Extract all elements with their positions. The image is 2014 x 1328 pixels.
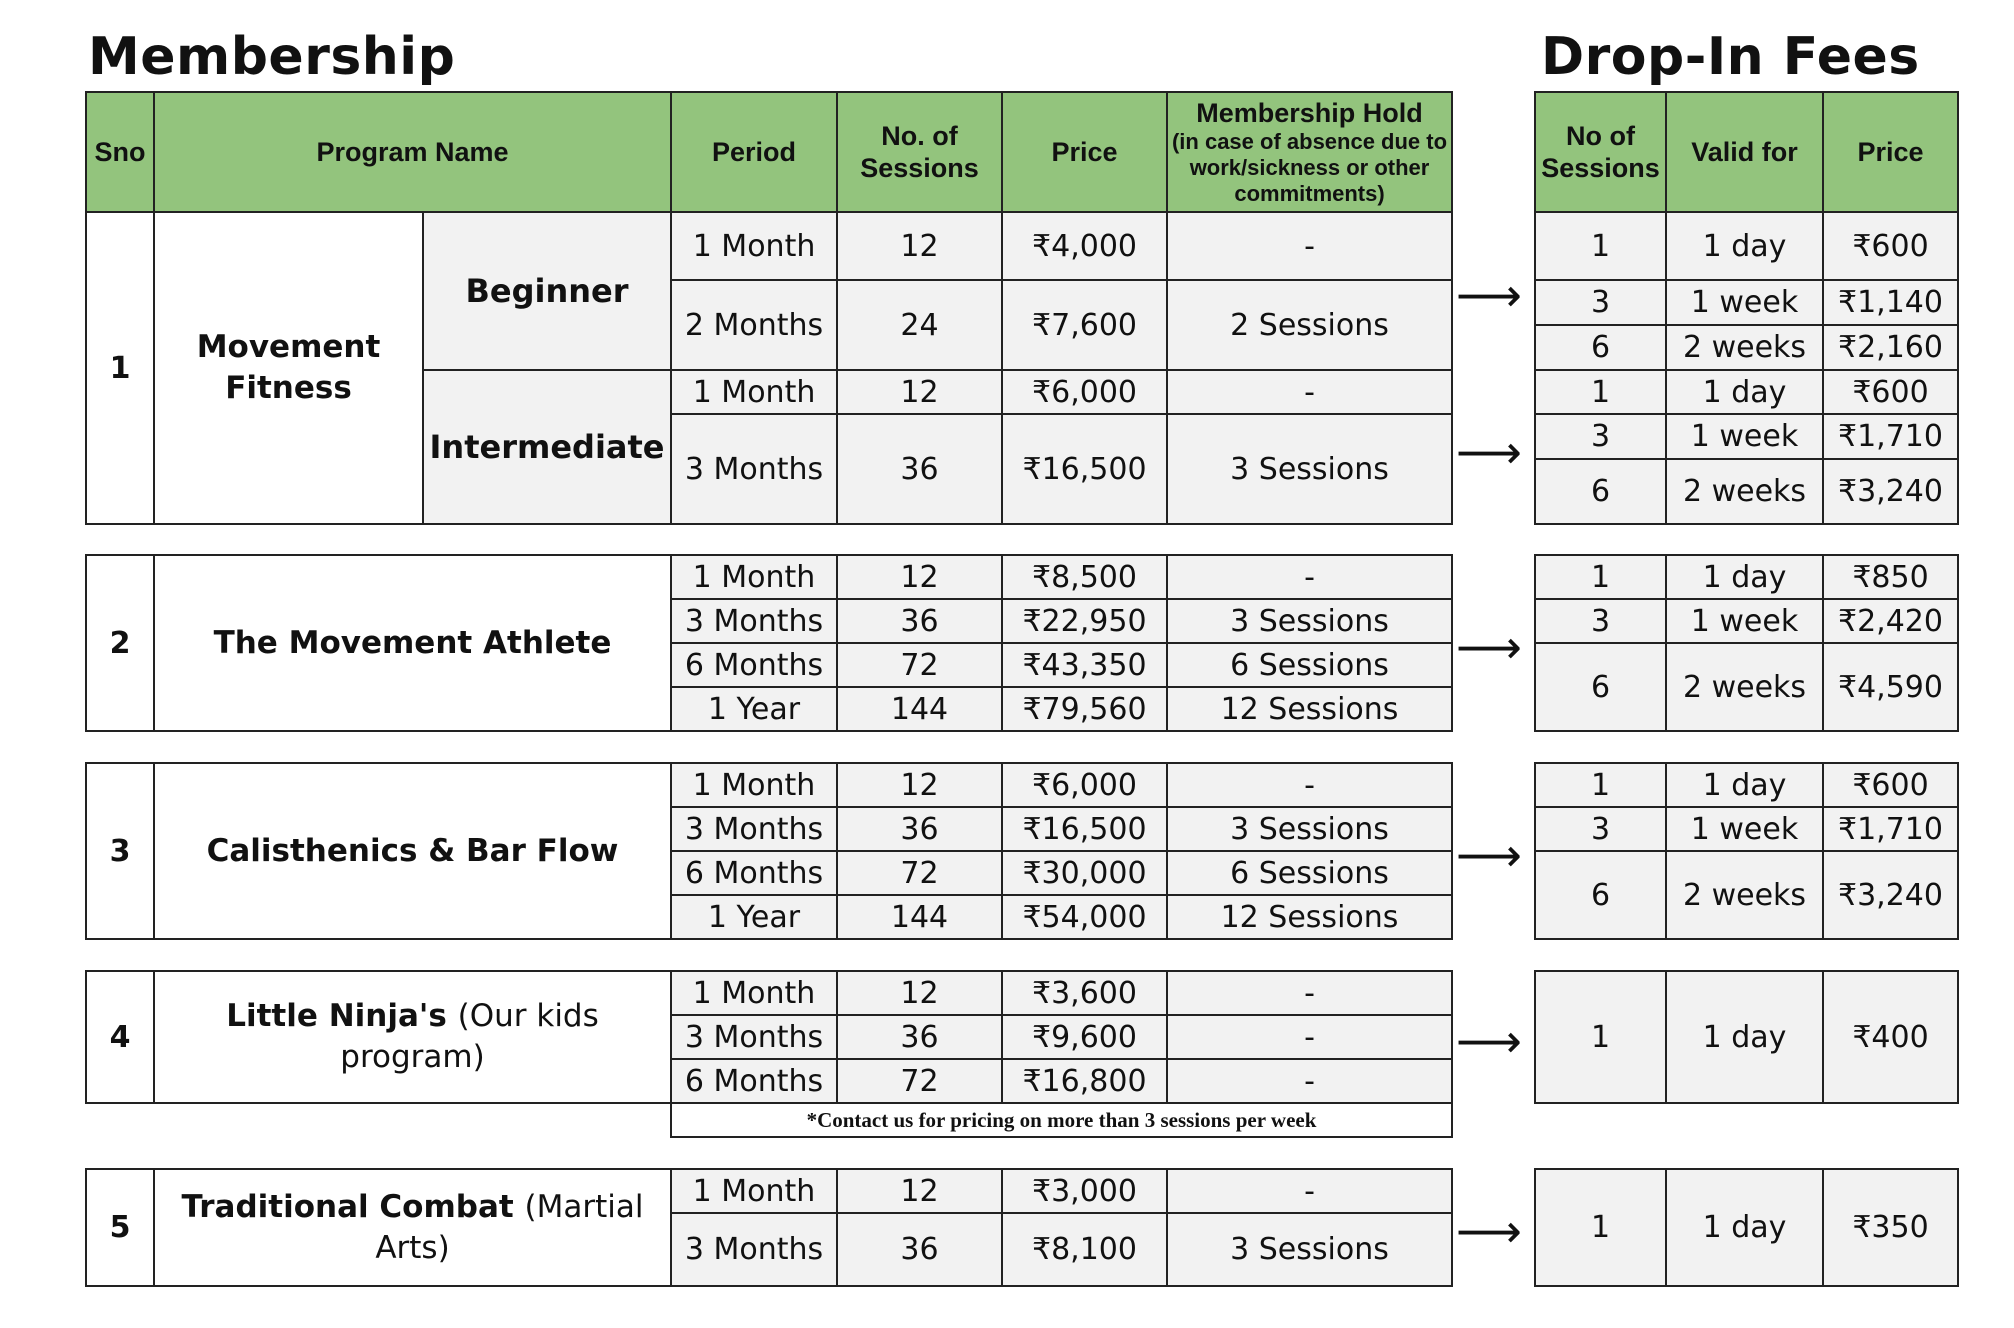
hold-cell: - bbox=[1167, 555, 1452, 599]
dropin-price: ₹400 bbox=[1823, 971, 1958, 1103]
sessions-cell: 12 bbox=[837, 212, 1002, 280]
dropin-valid: 1 day bbox=[1666, 555, 1823, 599]
dropin-sessions: 1 bbox=[1535, 971, 1666, 1103]
right-arrow-icon: ⟶ bbox=[1456, 828, 1522, 882]
sessions-cell: 36 bbox=[837, 599, 1002, 643]
period-cell: 3 Months bbox=[671, 414, 837, 524]
dropin-row bbox=[1535, 370, 1958, 414]
dropin-sessions: 3 bbox=[1535, 280, 1666, 325]
dropin-sessions: 6 bbox=[1535, 851, 1666, 939]
price-cell: ₹16,800 bbox=[1002, 1059, 1167, 1103]
dropin-title: Drop-In Fees bbox=[1541, 27, 1920, 87]
right-arrow-icon: ⟶ bbox=[1456, 425, 1522, 479]
hold-cell: - bbox=[1167, 971, 1452, 1015]
header-sno: Sno bbox=[86, 92, 154, 212]
program-sno: 2 bbox=[86, 555, 154, 731]
dropin-valid: 2 weeks bbox=[1666, 643, 1823, 731]
dropin-valid: 1 week bbox=[1666, 807, 1823, 851]
dropin-price: ₹2,160 bbox=[1823, 325, 1958, 370]
hold-cell: 6 Sessions bbox=[1167, 851, 1452, 895]
price-cell: ₹16,500 bbox=[1002, 414, 1167, 524]
header-hold-note: (in case of absence due to work/sickness or other commitments) bbox=[1171, 129, 1448, 206]
period-cell: 1 Year bbox=[671, 895, 837, 939]
sessions-cell: 144 bbox=[837, 687, 1002, 731]
hold-cell: - bbox=[1167, 1015, 1452, 1059]
period-cell: 6 Months bbox=[671, 643, 837, 687]
membership-table-4 bbox=[85, 970, 1453, 1138]
price-cell: ₹22,950 bbox=[1002, 599, 1167, 643]
membership-table-1 bbox=[85, 91, 1453, 525]
period-cell: 1 Month bbox=[671, 370, 837, 414]
price-cell: ₹7,600 bbox=[1002, 280, 1167, 370]
program-name-bold: Little Ninja's bbox=[226, 998, 447, 1034]
right-arrow-icon: ⟶ bbox=[1456, 268, 1522, 322]
dropin-price: ₹1,710 bbox=[1823, 807, 1958, 851]
period-cell: 3 Months bbox=[671, 1213, 837, 1286]
sessions-cell: 72 bbox=[837, 851, 1002, 895]
dropin-price: ₹350 bbox=[1823, 1169, 1958, 1286]
dropin-header-price: Price bbox=[1823, 92, 1958, 212]
program-name: The Movement Athlete bbox=[154, 555, 671, 731]
program-sno: 4 bbox=[86, 971, 154, 1103]
sessions-cell: 12 bbox=[837, 555, 1002, 599]
period-cell: 3 Months bbox=[671, 1015, 837, 1059]
sessions-cell: 12 bbox=[837, 370, 1002, 414]
dropin-row bbox=[1535, 643, 1958, 731]
hold-cell: 3 Sessions bbox=[1167, 599, 1452, 643]
dropin-row bbox=[1535, 414, 1958, 459]
membership-table-3 bbox=[85, 762, 1453, 940]
dropin-valid: 1 week bbox=[1666, 280, 1823, 325]
sessions-cell: 144 bbox=[837, 895, 1002, 939]
program-name bbox=[154, 971, 671, 1103]
program-sno: 3 bbox=[86, 763, 154, 939]
price-cell: ₹6,000 bbox=[1002, 763, 1167, 807]
program-sno: 5 bbox=[86, 1169, 154, 1286]
dropin-price: ₹3,240 bbox=[1823, 459, 1958, 524]
right-arrow-icon: ⟶ bbox=[1456, 1204, 1522, 1258]
dropin-row bbox=[1535, 763, 1958, 807]
level-name: Beginner bbox=[423, 212, 671, 370]
price-cell: ₹79,560 bbox=[1002, 687, 1167, 731]
dropin-sessions: 1 bbox=[1535, 763, 1666, 807]
header-price: Price bbox=[1002, 92, 1167, 212]
table-row bbox=[86, 971, 1452, 1015]
note-row bbox=[86, 1103, 1452, 1137]
sessions-cell: 12 bbox=[837, 1169, 1002, 1213]
dropin-valid: 2 weeks bbox=[1666, 851, 1823, 939]
membership-table-2 bbox=[85, 554, 1453, 732]
sessions-cell: 12 bbox=[837, 971, 1002, 1015]
note-spacer bbox=[86, 1103, 671, 1137]
price-cell: ₹54,000 bbox=[1002, 895, 1167, 939]
membership-table-5 bbox=[85, 1168, 1453, 1287]
period-cell: 1 Month bbox=[671, 1169, 837, 1213]
dropin-valid: 1 week bbox=[1666, 599, 1823, 643]
hold-cell: - bbox=[1167, 212, 1452, 280]
dropin-header-sessions: No of Sessions bbox=[1535, 92, 1666, 212]
program-name: Movement Fitness bbox=[154, 212, 423, 524]
period-cell: 1 Year bbox=[671, 687, 837, 731]
dropin-sessions: 3 bbox=[1535, 599, 1666, 643]
sessions-cell: 36 bbox=[837, 414, 1002, 524]
period-cell: 1 Month bbox=[671, 212, 837, 280]
dropin-row bbox=[1535, 971, 1958, 1103]
program-sno: 1 bbox=[86, 212, 154, 524]
dropin-table-3 bbox=[1534, 762, 1959, 940]
table-row bbox=[86, 763, 1452, 807]
period-cell: 1 Month bbox=[671, 971, 837, 1015]
dropin-row bbox=[1535, 212, 1958, 280]
price-cell: ₹9,600 bbox=[1002, 1015, 1167, 1059]
header-period: Period bbox=[671, 92, 837, 212]
hold-cell: - bbox=[1167, 1059, 1452, 1103]
dropin-price: ₹600 bbox=[1823, 370, 1958, 414]
hold-cell: 3 Sessions bbox=[1167, 1213, 1452, 1286]
hold-cell: 12 Sessions bbox=[1167, 895, 1452, 939]
dropin-sessions: 1 bbox=[1535, 555, 1666, 599]
membership-title: Membership bbox=[88, 27, 456, 87]
pricing-note: *Contact us for pricing on more than 3 sessions per week bbox=[671, 1103, 1452, 1137]
header-sessions: No. of Sessions bbox=[837, 92, 1002, 212]
dropin-price: ₹4,590 bbox=[1823, 643, 1958, 731]
price-cell: ₹8,100 bbox=[1002, 1213, 1167, 1286]
dropin-price: ₹3,240 bbox=[1823, 851, 1958, 939]
period-cell: 6 Months bbox=[671, 851, 837, 895]
dropin-table-2 bbox=[1534, 554, 1959, 732]
price-cell: ₹6,000 bbox=[1002, 370, 1167, 414]
dropin-sessions: 1 bbox=[1535, 1169, 1666, 1286]
dropin-valid: 2 weeks bbox=[1666, 459, 1823, 524]
dropin-valid: 2 weeks bbox=[1666, 325, 1823, 370]
program-name-note: (Our kids program) bbox=[340, 998, 599, 1075]
period-cell: 1 Month bbox=[671, 555, 837, 599]
hold-cell: - bbox=[1167, 370, 1452, 414]
period-cell: 2 Months bbox=[671, 280, 837, 370]
period-cell: 3 Months bbox=[671, 599, 837, 643]
dropin-price: ₹600 bbox=[1823, 212, 1958, 280]
dropin-row bbox=[1535, 555, 1958, 599]
price-cell: ₹3,000 bbox=[1002, 1169, 1167, 1213]
program-name-bold: Traditional Combat bbox=[181, 1188, 514, 1225]
sessions-cell: 72 bbox=[837, 1059, 1002, 1103]
dropin-valid: 1 day bbox=[1666, 370, 1823, 414]
program-name-note: (Martial Arts) bbox=[375, 1188, 644, 1266]
dropin-table-1 bbox=[1534, 91, 1959, 525]
dropin-valid: 1 day bbox=[1666, 971, 1823, 1103]
sessions-cell: 36 bbox=[837, 1015, 1002, 1059]
price-cell: ₹43,350 bbox=[1002, 643, 1167, 687]
dropin-row bbox=[1535, 599, 1958, 643]
hold-cell: 6 Sessions bbox=[1167, 643, 1452, 687]
dropin-header-valid: Valid for bbox=[1666, 92, 1823, 212]
dropin-sessions: 1 bbox=[1535, 212, 1666, 280]
dropin-sessions: 6 bbox=[1535, 643, 1666, 731]
dropin-sessions: 6 bbox=[1535, 459, 1666, 524]
level-name: Intermediate bbox=[423, 370, 671, 524]
dropin-table-5 bbox=[1534, 1168, 1959, 1287]
dropin-valid: 1 day bbox=[1666, 212, 1823, 280]
dropin-price: ₹600 bbox=[1823, 763, 1958, 807]
program-name bbox=[154, 1169, 671, 1286]
hold-cell: - bbox=[1167, 763, 1452, 807]
right-arrow-icon: ⟶ bbox=[1456, 620, 1522, 674]
dropin-valid: 1 day bbox=[1666, 1169, 1823, 1286]
hold-cell: - bbox=[1167, 1169, 1452, 1213]
price-cell: ₹3,600 bbox=[1002, 971, 1167, 1015]
dropin-row bbox=[1535, 851, 1958, 939]
table-row bbox=[86, 555, 1452, 599]
sessions-cell: 12 bbox=[837, 763, 1002, 807]
program-name: Calisthenics & Bar Flow bbox=[154, 763, 671, 939]
table-row bbox=[86, 212, 1452, 280]
dropin-price: ₹1,710 bbox=[1823, 414, 1958, 459]
dropin-valid: 1 day bbox=[1666, 763, 1823, 807]
sessions-cell: 36 bbox=[837, 1213, 1002, 1286]
period-cell: 3 Months bbox=[671, 807, 837, 851]
sessions-cell: 24 bbox=[837, 280, 1002, 370]
dropin-row bbox=[1535, 325, 1958, 370]
dropin-sessions: 3 bbox=[1535, 414, 1666, 459]
dropin-row bbox=[1535, 807, 1958, 851]
dropin-valid: 1 week bbox=[1666, 414, 1823, 459]
dropin-sessions: 6 bbox=[1535, 325, 1666, 370]
hold-cell: 12 Sessions bbox=[1167, 687, 1452, 731]
sessions-cell: 36 bbox=[837, 807, 1002, 851]
hold-cell: 3 Sessions bbox=[1167, 414, 1452, 524]
dropin-sessions: 3 bbox=[1535, 807, 1666, 851]
price-cell: ₹30,000 bbox=[1002, 851, 1167, 895]
header-membership-hold bbox=[1167, 92, 1452, 212]
sessions-cell: 72 bbox=[837, 643, 1002, 687]
dropin-price: ₹1,140 bbox=[1823, 280, 1958, 325]
period-cell: 6 Months bbox=[671, 1059, 837, 1103]
hold-cell: 2 Sessions bbox=[1167, 280, 1452, 370]
period-cell: 1 Month bbox=[671, 763, 837, 807]
dropin-sessions: 1 bbox=[1535, 370, 1666, 414]
dropin-row bbox=[1535, 459, 1958, 524]
dropin-table-4 bbox=[1534, 970, 1959, 1104]
dropin-row bbox=[1535, 1169, 1958, 1286]
dropin-price: ₹2,420 bbox=[1823, 599, 1958, 643]
price-cell: ₹4,000 bbox=[1002, 212, 1167, 280]
header-hold-title: Membership Hold bbox=[1196, 98, 1423, 128]
table-row bbox=[86, 1169, 1452, 1213]
price-cell: ₹8,500 bbox=[1002, 555, 1167, 599]
right-arrow-icon: ⟶ bbox=[1456, 1014, 1522, 1068]
price-cell: ₹16,500 bbox=[1002, 807, 1167, 851]
dropin-row bbox=[1535, 280, 1958, 325]
dropin-price: ₹850 bbox=[1823, 555, 1958, 599]
header-program-name: Program Name bbox=[154, 92, 671, 212]
hold-cell: 3 Sessions bbox=[1167, 807, 1452, 851]
